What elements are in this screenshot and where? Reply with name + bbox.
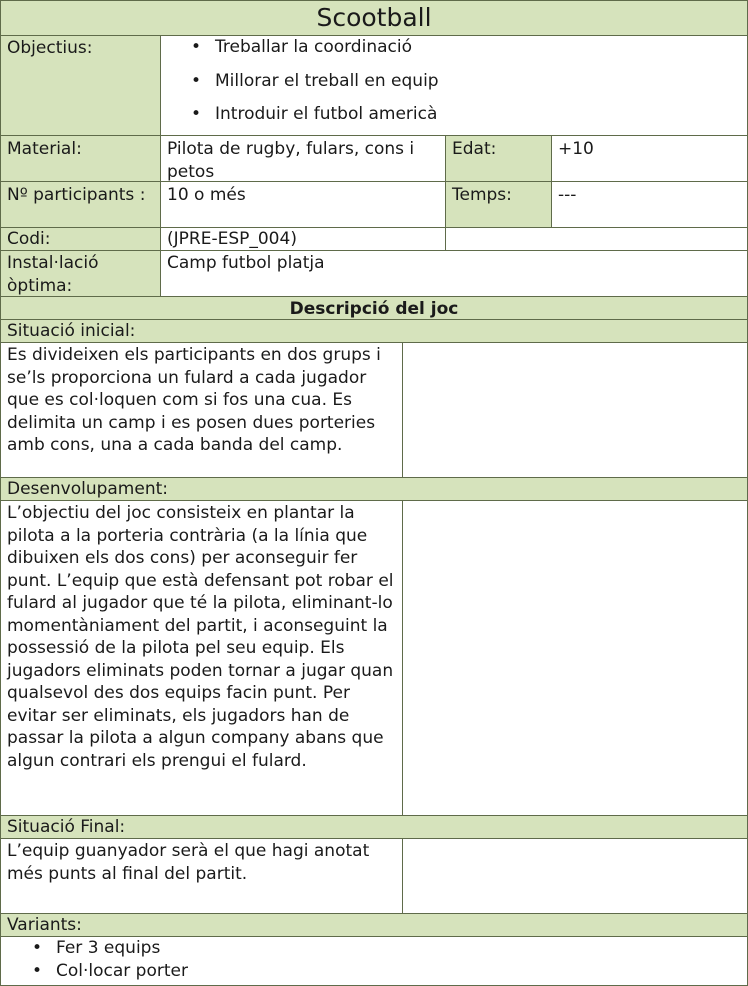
- variant-item: • Fer 3 equips: [56, 937, 747, 960]
- objective-item: • Millorar el treball en equip: [215, 70, 747, 104]
- objectives-list: [215, 36, 747, 137]
- final-situation-image-cell: [402, 838, 748, 914]
- code-value: (JPRE-ESP_004): [160, 227, 446, 251]
- final-situation-text: L’equip guanyador serà el que hagi anotat més punts al final del partit.: [0, 838, 403, 914]
- variants-cell: [0, 936, 748, 986]
- objective-item: • Treballar la coordinació: [215, 36, 747, 70]
- page-title: Scootball: [0, 0, 748, 36]
- final-situation-label: Situació Final:: [0, 815, 748, 839]
- development-text: L’objectiu del joc consisteix en plantar la pilota a la porteria contrària (a la línia que dibuixen els dos cons) per aconseguir fer punt. L’equip que està defensant pot robar el fulard al jugador que té la pilota, eliminant-lo momentàniament del partit, i aconseguint la possessió de la pilota pel seu equip. Els jugadors eliminats poden tornar a jugar quan qualsevol des dos equips facin punt. Per evitar ser eliminats, els jugadors han de passar la pilota a algun company abans que algun contrari els prengui el fulard.: [0, 500, 403, 816]
- installation-value: Camp futbol platja: [160, 250, 748, 297]
- participants-label: Nº participants :: [0, 181, 161, 228]
- development-image-cell: [402, 500, 748, 816]
- time-value: ---: [551, 181, 748, 228]
- objectives-label: Objectius:: [0, 35, 161, 136]
- description-header: Descripció del joc: [0, 296, 748, 320]
- time-label: Temps:: [445, 181, 552, 228]
- code-label: Codi:: [0, 227, 161, 251]
- variants-list: [56, 937, 747, 982]
- initial-situation-text: Es divideixen els participants en dos grups i se’ls proporciona un fulard a cada jugador que es col·loquen com si fos una cua. Es delimita un camp i es posen dues porteries amb cons, una a cada banda del camp.: [0, 342, 403, 478]
- development-label: Desenvolupament:: [0, 477, 748, 501]
- code-empty-cell: [445, 227, 748, 251]
- installation-label: Instal·lació òptima:: [0, 250, 161, 297]
- age-value: +10: [551, 135, 748, 182]
- objectives-cell: [160, 35, 748, 136]
- variants-label: Variants:: [0, 913, 748, 937]
- initial-situation-image-cell: [402, 342, 748, 478]
- variant-item: • Col·locar porter: [56, 960, 747, 983]
- age-label: Edat:: [445, 135, 552, 182]
- objective-item: • Introduir el futbol americà: [215, 103, 747, 137]
- material-label: Material:: [0, 135, 161, 182]
- initial-situation-label: Situació inicial:: [0, 319, 748, 343]
- material-value: Pilota de rugby, fulars, cons i petos: [160, 135, 446, 182]
- participants-value: 10 o més: [160, 181, 446, 228]
